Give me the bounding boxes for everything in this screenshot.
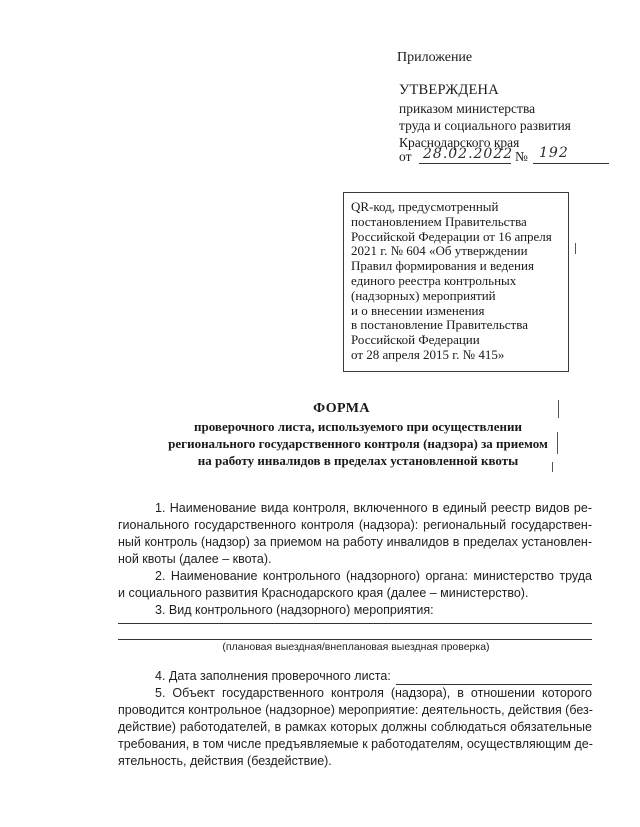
item-4-answer-line bbox=[396, 684, 592, 685]
item-5-line-3: действие) работодателей, в рамках которых должны соблюдаться обязательные bbox=[118, 720, 592, 734]
handwritten-date: 28.02.2022 bbox=[423, 146, 514, 162]
handwritten-number: 192 bbox=[539, 145, 569, 161]
item-5-line-5: ятельность, действия (бездействие). bbox=[118, 754, 332, 768]
order-line-1: приказом министерства bbox=[399, 101, 536, 116]
approved-label: УТВЕРЖДЕНА bbox=[399, 82, 499, 98]
form-subtitle-line-1: проверочного листа, используемого при осуществлении bbox=[194, 419, 522, 434]
item-5-line-1: 5. Объект государственного контроля (надзора), в отношении которого bbox=[155, 686, 592, 700]
qr-notice-line: единого реестра контрольных bbox=[351, 272, 517, 288]
qr-notice-line: постановлением Правительства bbox=[351, 213, 527, 229]
item-1-line-2: гионального государственного контроля (надзора): региональный государствен- bbox=[118, 518, 592, 532]
item-4-label: 4. Дата заполнения проверочного листа: bbox=[155, 669, 391, 683]
item-1-line-3: ный контроль (надзор) за приемом на работу инвалидов в пределах установлен- bbox=[118, 535, 592, 549]
scan-mark bbox=[575, 243, 576, 254]
qr-notice-line: (надзорных) мероприятий bbox=[351, 287, 496, 303]
number-underline bbox=[533, 163, 609, 164]
item-3-answer-line-1 bbox=[118, 623, 592, 624]
date-underline bbox=[419, 163, 511, 164]
item-3-caption: (плановая выездная/внеплановая выездная проверка) bbox=[222, 641, 490, 653]
qr-notice-line: в постановление Правительства bbox=[351, 317, 528, 333]
date-prefix: от bbox=[399, 149, 412, 164]
qr-notice-line: Российской Федерации от 16 апреля bbox=[351, 228, 552, 244]
qr-notice-line: Российской Федерации bbox=[351, 332, 480, 348]
item-2-line-1: 2. Наименование контрольного (надзорного) органа: министерство труда bbox=[155, 569, 592, 583]
qr-notice-line: и о внесении изменения bbox=[351, 302, 485, 318]
qr-notice-line: QR-код, предусмотренный bbox=[351, 199, 499, 214]
number-prefix: № bbox=[515, 149, 528, 164]
form-subtitle-line-2: регионального государственного контроля (надзора) за приемом bbox=[168, 436, 548, 451]
item-5-line-4: требования, в том числе предъявляемые к работодателям, осуществляющим де- bbox=[118, 737, 593, 751]
item-3-label: 3. Вид контрольного (надзорного) мероприятия: bbox=[155, 603, 434, 617]
qr-notice-line: 2021 г. № 604 «Об утверждении bbox=[351, 243, 528, 259]
order-line-3: Краснодарского края bbox=[399, 135, 520, 150]
qr-code-notice-text bbox=[351, 200, 567, 363]
item-5-line-2: проводится контрольное (надзорное) мероприятие: деятельность, действия (без- bbox=[118, 703, 593, 717]
item-1-line-4: ной квоты (далее – квота). bbox=[118, 552, 272, 566]
order-date-row bbox=[399, 147, 619, 167]
item-2-line-2: и социального развития Краснодарского края (далее – министерство). bbox=[118, 586, 529, 600]
item-1-line-1: 1. Наименование вида контроля, включенного в единый реестр видов ре- bbox=[155, 501, 592, 515]
qr-notice-line: от 28 апреля 2015 г. № 415» bbox=[351, 346, 505, 362]
qr-notice-line: Правил формирования и ведения bbox=[351, 258, 534, 274]
form-heading: ФОРМА bbox=[313, 401, 370, 416]
order-line-2: труда и социального развития bbox=[399, 118, 571, 133]
item-3-answer-line-2 bbox=[118, 639, 592, 640]
form-subtitle-line-3: на работу инвалидов в пределах установленной квоты bbox=[197, 453, 519, 468]
appendix-label: Приложение bbox=[397, 50, 473, 65]
